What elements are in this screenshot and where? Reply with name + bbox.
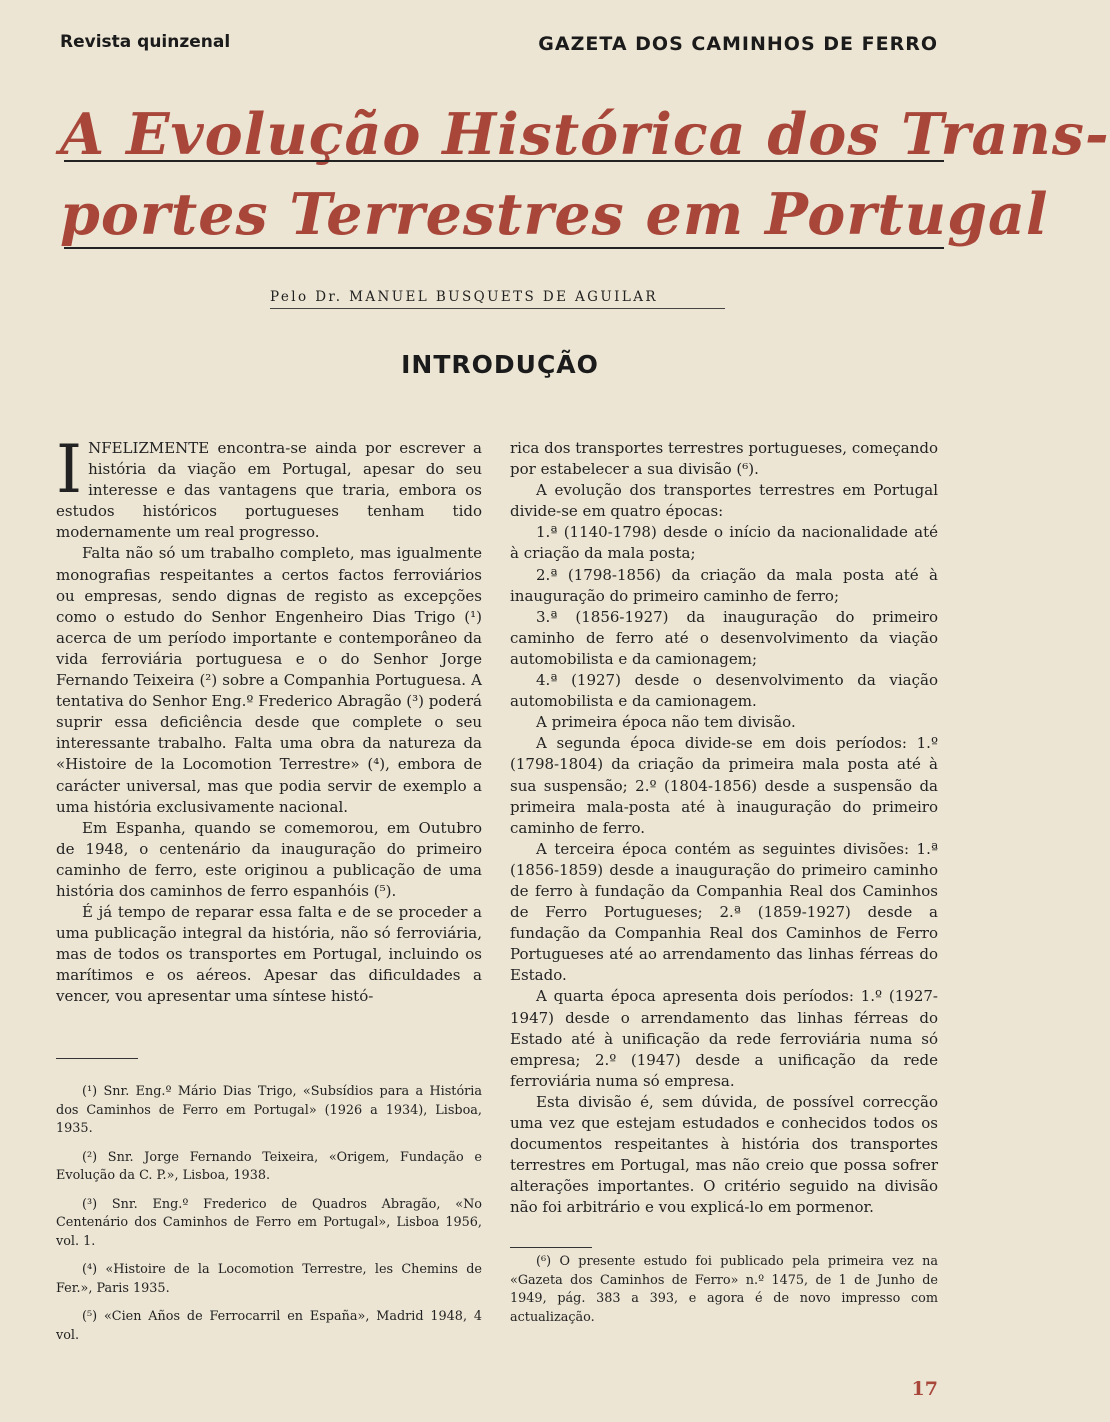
paragraph: rica dos transportes terrestres portugueses, começando por estabelecer a sua divisão (⁶). <box>510 439 938 479</box>
section-heading: INTRODUÇÃO <box>401 350 599 379</box>
paragraph <box>56 431 482 543</box>
footnote: (⁶) O presente estudo foi publicado pela primeira vez na «Gazeta dos Caminhos de Ferro» n.º 1475, de 1 de Junho de 1949, pág. 383 a 393, e agora é de novo impresso com actualização. <box>510 1254 938 1325</box>
byline-underline <box>270 308 725 309</box>
paragraph: 2.ª (1798-1856) da criação da mala posta até à inauguração do primeiro caminho de ferro; <box>510 565 938 605</box>
footnotes-left <box>56 1083 482 1355</box>
running-header-right: GAZETA DOS CAMINHOS DE FERRO <box>538 33 938 55</box>
paragraph: A primeira época não tem divisão. <box>536 713 796 732</box>
paragraph: A evolução dos transportes terrestres em Portugal divide-se em quatro épocas: <box>510 481 938 521</box>
title-underline-2 <box>64 247 944 249</box>
article-title <box>60 95 1110 255</box>
running-header-left: Revista quinzenal <box>60 32 231 52</box>
footnote: (⁴) «Histoire de la Locomotion Terrestre, les Chemins de Fer.», Paris 1935. <box>56 1262 482 1296</box>
footnote: (³) Snr. Eng.º Frederico de Quadros Abragão, «No Centenário dos Caminhos de Ferro em Portugal», Lisboa 1956, vol. 1. <box>56 1196 482 1249</box>
paragraph: Falta não só um trabalho completo, mas igualmente monografias respeitantes a certos factos ferroviários ou empresas, sendo dignas de registo as excepções como o estudo do Senhor Engenheiro Dias Trigo (¹) acerca de um período importante e contemporâneo da vida ferroviária portuguesa e o do Senhor Jorge Fernando Teixeira (²) sobre a Companhia Portuguesa. A tentativa do Senhor Eng.º Frederico Abragão (³) poderá suprir essa deficiência desde que complete o seu interessante trabalho. Falta uma obra da natureza da «Histoire de la Locomotion Terrestre» (⁴), embora de carácter universal, mas que podia servir de exemplo a uma história exclusivamente nacional. <box>56 544 482 816</box>
drop-cap: I <box>56 431 83 508</box>
footnote-right <box>510 1253 938 1327</box>
left-column <box>56 431 482 1008</box>
paragraph: Esta divisão é, sem dúvida, de possível correcção uma vez que estejam estudados e conhecidos todos os documentos respeitantes à história dos transportes terrestres em Portugal, mas não creio que possa sofrer alterações importantes. O critério seguido na divisão não foi arbitrário e vou explicá-lo em pormenor. <box>510 1092 938 1217</box>
paragraph: A segunda época divide-se em dois períodos: 1.º (1798-1804) da criação da primeira mala posta até à sua suspensão; 2.º (1804-1856) desde a suspensão da primeira mala-posta até à inauguração do primeiro caminho de ferro. <box>510 734 938 837</box>
paragraph: 1.ª (1140-1798) desde o início da nacionalidade até à criação da mala posta; <box>510 523 938 563</box>
title-line-2: portes Terrestres em Portugal <box>60 181 1049 248</box>
footnote-separator <box>56 1058 138 1059</box>
footnote: (²) Snr. Jorge Fernando Teixeira, «Origem, Fundação e Evolução da C. P.», Lisboa, 1938. <box>56 1149 482 1183</box>
right-column <box>510 438 938 1218</box>
paragraph-text: NFELIZMENTE encontra-se ainda por escrever a história da viação em Portugal, apesar do seu interesse e das vantagens que traria, embora os estudos históricos portugueses tenham tido modernamente um real progresso. <box>56 439 482 542</box>
page-number: 17 <box>911 1378 938 1400</box>
paragraph: É já tempo de reparar essa falta e de se proceder a uma publicação integral da história, não só ferroviária, mas de todos os transportes em Portugal, incluindo os marítimos e os aéreos. Apesar das dificuldades a vencer, vou apresentar uma síntese histó- <box>56 903 482 1006</box>
title-underline-1 <box>64 160 944 162</box>
paragraph: 3.ª (1856-1927) da inauguração do primeiro caminho de ferro até o desenvolvimento da viação automobilista e da camionagem; <box>510 607 938 668</box>
footnote: (¹) Snr. Eng.º Mário Dias Trigo, «Subsídios para a História dos Caminhos de Ferro em Portugal» (1926 a 1934), Lisboa, 1935. <box>56 1084 482 1136</box>
paragraph: A terceira época contém as seguintes divisões: 1.ª (1856-1859) desde a inauguração do primeiro caminho de ferro à fundação da Companhia Real dos Caminhos de Ferro Portugueses; 2.ª (1859-1927) desde a fundação da Companhia Real dos Caminhos de Ferro Portugueses até ao arrendamento das linhas férreas do Estado. <box>510 839 938 985</box>
paragraph: A quarta época apresenta dois períodos: 1.º (1927-1947) desde o arrendamento das linhas férreas do Estado até à unificação da rede ferroviária numa só empresa; 2.º (1947) desde a unificação da rede ferroviária numa só empresa. <box>510 987 938 1090</box>
footnote: (⁵) «Cien Años de Ferrocarril en España», Madrid 1948, 4 vol. <box>56 1309 482 1343</box>
author-byline: Pelo Dr. MANUEL BUSQUETS DE AGUILAR <box>270 289 658 305</box>
paragraph: 4.ª (1927) desde o desenvolvimento da viação automobilista e da camionagem. <box>510 671 938 711</box>
paragraph: Em Espanha, quando se comemorou, em Outubro de 1948, o centenário da inauguração do primeiro caminho de ferro, este originou a publicação de uma história dos caminhos de ferro espanhóis (⁵). <box>56 818 482 900</box>
footnote-separator <box>510 1247 592 1248</box>
title-line-1: A Evolução Histórica dos Trans- <box>60 101 1110 168</box>
